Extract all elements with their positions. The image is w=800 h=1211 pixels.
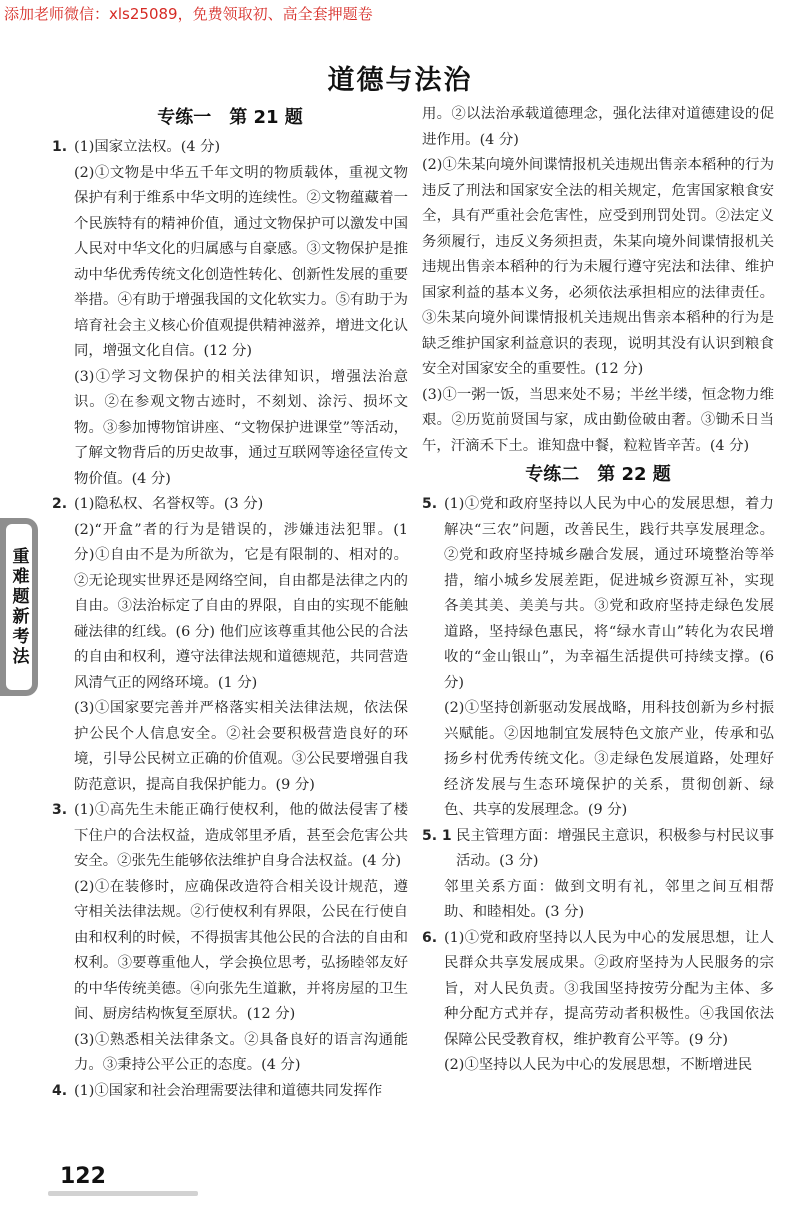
section-heading-1: 专练一 第 21 题: [157, 107, 303, 128]
question-6: [422, 926, 774, 1079]
answer-paragraph: (2)①朱某向境外间谍情报机关违规出售亲本稻种的行为违反了刑法和国家安全法的相关规定，危害国家粮食安全，具有严重社会危害性，应受到刑罚处罚。②法定义务须履行，违反义务须担责，朱某向境外间谍情报机关违规出售亲本稻种的行为未履行遵守宪法和法律、维护国家利益的基本义务，必须依法承担相应的法律责任。③朱某向境外间谍情报机关违规出售亲本稻种的行为是缺乏维护国家利益意识的表现，说明其没有认识到粮食安全对国家安全的重要性。(12 分): [422, 157, 774, 377]
question-2: [52, 492, 408, 798]
answer-paragraph: 邻里关系方面：做到文明有礼，邻里之间互相帮助、和睦相处。(3 分): [444, 878, 774, 920]
answer-paragraph: (3)①一粥一饭，当思来处不易；半丝半缕，恒念物力维艰。②历览前贤国与家，成由勤俭破由奢。③锄禾日当午，汗滴禾下土。谁知盘中餐，粒粒皆辛苦。(4 分): [422, 386, 774, 454]
promo-header: 添加老师微信：xls25089，免费领取初、高全套押题卷: [4, 5, 373, 23]
section-heading-2: 专练二 第 22 题: [525, 464, 671, 485]
answer-paragraph: 民主管理方面：增强民主意识，积极参与村民议事活动。(3 分): [456, 827, 774, 869]
question-3: [52, 798, 408, 1079]
answer-paragraph: (2)“开盒”者的行为是错误的，涉嫌违法犯罪。(1 分)①自由不是为所欲为，它是有限制的、相对的。②无论现实世界还是网络空间，自由都是法律之内的自由。③法治标定了自由的界限，自由的实现不能触碰法律的红线。(6 分) 他们应该尊重其他公民的合法的自由和权利，遵守法律法规和道德规范，共同营造风清气正的网络环境。(1 分): [74, 521, 408, 691]
answer-paragraph: (1)国家立法权。(4 分): [74, 139, 221, 155]
answer-paragraph: (3)①国家要完善并严格落实相关法律法规，依法保护公民个人信息安全。②社会要积极营造良好的环境，引导公民树立正确的价值观。③公民要增强自我防范意识，提高自我保护能力。(9 分): [74, 700, 408, 793]
answer-paragraph: (1)①高先生未能正确行使权利，他的做法侵害了楼下住户的合法权益，造成邻里矛盾，甚至会危害公共安全。②张先生能够依法维护自身合法权益。(4 分): [74, 802, 408, 869]
question-number: 4.: [52, 1082, 68, 1099]
page-title: 道德与法治: [327, 65, 473, 96]
left-column: [52, 102, 408, 1104]
question-number: 5.: [422, 496, 438, 512]
answer-paragraph: (1)①党和政府坚持以人民为中心的发展思想，着力解决“三农”问题，改善民生，践行共享发展理念。②党和政府坚持城乡融合发展，通过环境整治等举措，缩小城乡发展差距，促进城乡资源互补，实现各美其美、美美与共。③党和政府坚持走绿色发展道路，坚持绿色惠民，将“绿水青山”转化为农民增收的“金山银山”，为幸福生活提供可持续支撑。(6 分): [444, 496, 774, 691]
side-tab-inner: [6, 524, 32, 690]
answer-paragraph: (2)①文物是中华五千年文明的物质载体，重视文物保护有利于维系中华文明的连续性。②文物蕴藏着一个民族特有的精神价值，通过文物保护可以激发中国人民对中华文化的归属感与自豪感。③文物保护是推动中华优秀传统文化创造性转化、创新性发展的重要举措。④有助于增强我国的文化软实力。⑤有助于为培育社会主义核心价值观提供精神滋养，增进文化认同，增强文化自信。(12 分): [74, 164, 408, 359]
answer-paragraph: (3)①学习文物保护的相关法律知识，增强法治意识。②在参观文物古迹时，不刻划、涂污、损坏文物。③参加博物馆讲座、“文物保护进课堂”等活动，了解文物背后的历史故事，通过互联网等途径宣传文物价值。(4 分): [74, 368, 408, 487]
answer-paragraph: (2)①在装修时，应确保改造符合相关设计规范，遵守相关法律法规。②行使权利有界限，公民在行使自由和权利的时候，不得损害其他公民的合法的自由和权利。③要尊重他人，学会换位思考，弘扬睦邻友好的中华传统美德。④向张先生道歉，并将房屋的卫生间、厨房结构恢复至原状。(12 分): [74, 878, 408, 1022]
question-number: 3.: [52, 802, 68, 818]
right-column: [422, 102, 774, 1079]
question-number: 2.: [52, 496, 68, 512]
question-1: [52, 135, 408, 492]
question-5-1: [422, 824, 774, 926]
page-number: 122: [60, 1164, 106, 1189]
side-tab-label: 重难题新考法: [8, 547, 29, 667]
page-number-bar: [48, 1191, 198, 1196]
answer-paragraph: (3)①熟悉相关法律条文。②具备良好的语言沟通能力。③秉持公平公正的态度。(4 分): [74, 1031, 408, 1073]
question-5: [422, 492, 774, 824]
answer-paragraph: (1)隐私权、名誉权等。(3 分): [74, 496, 264, 512]
question-number: 5. 1: [422, 827, 452, 844]
answer-paragraph: (2)①坚持以人民为中心的发展思想，不断增进民: [444, 1057, 753, 1073]
question-number: 6.: [422, 929, 438, 946]
answer-paragraph: (1)①国家和社会治理需要法律和道德共同发挥作: [74, 1082, 383, 1099]
question-number: 1.: [52, 139, 68, 155]
answer-paragraph: (2)①坚持创新驱动发展战略，用科技创新为乡村振兴赋能。②因地制宜发展特色文旅产业，传承和弘扬乡村优秀传统文化。③走绿色发展道路，处理好经济发展与生态环境保护的关系，贯彻创新、绿色、共享的发展理念。(9 分): [444, 700, 774, 818]
answer-paragraph: 用。②以法治承载道德理念，强化法律对道德建设的促进作用。(4 分): [422, 106, 774, 148]
answer-paragraph: (1)①党和政府坚持以人民为中心的发展思想，让人民群众共享发展成果。②政府坚持为人民服务的宗旨，对人民负责。③我国坚持按劳分配为主体、多种分配方式并存，提高劳动者积极性。④我国依法保障公民受教育权，维护教育公平等。(9 分): [444, 929, 774, 1048]
question-4: [52, 1079, 408, 1105]
side-tab: [0, 518, 38, 696]
